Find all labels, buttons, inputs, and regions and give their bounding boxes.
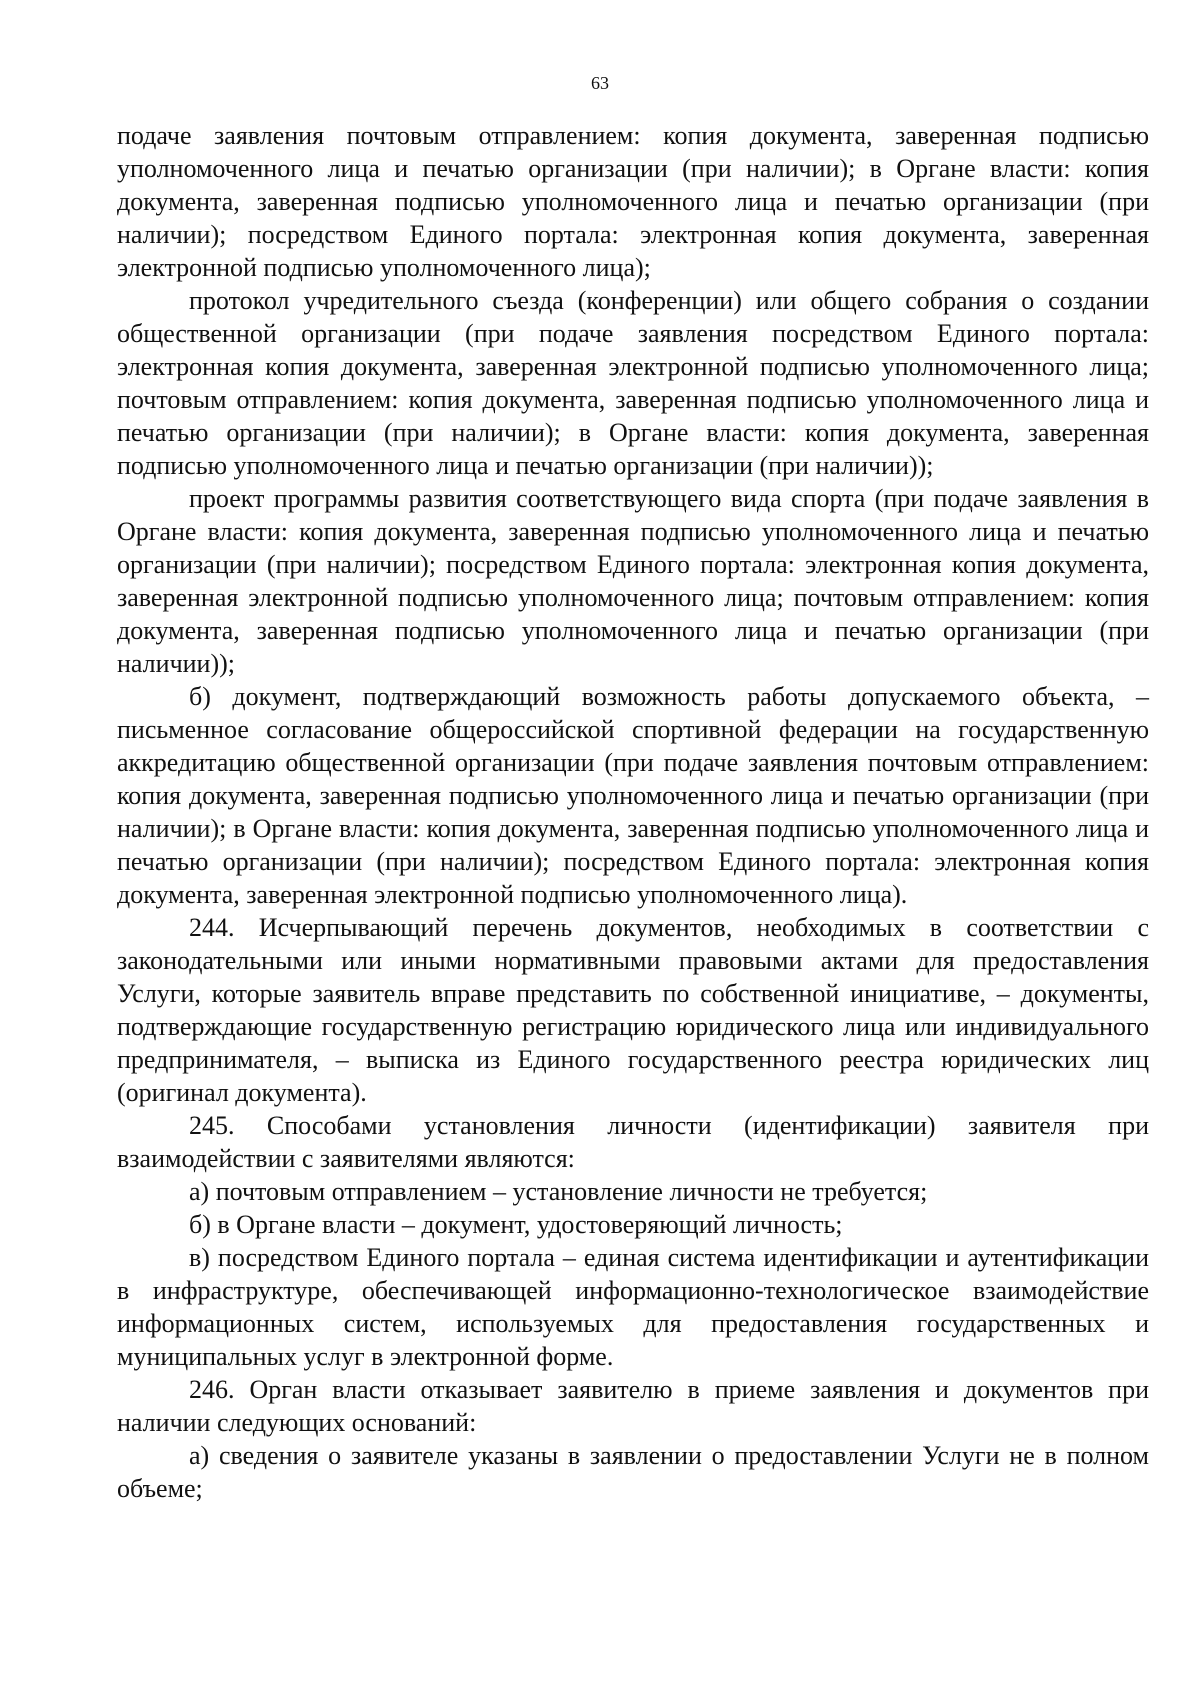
paragraph-245-item-c: в) посредством Единого портала – единая система идентификации и аутентификации в инфраструктуре, обеспечивающей информационно-технологическое взаимодействие информационных систем, используемых для предоставления государственных и муниципальных услуг в электронной форме. <box>117 1243 1149 1371</box>
paragraph-protocol: протокол учредительного съезда (конференции) или общего собрания о создании общественной организации (при подаче заявления посредством Единого портала: электронная копия документа, заверенная электронной подписью уполномоченного лица; почтовым отправлением: копия документа, заверенная подписью уполномоченного лица и печатью организации (при наличии); в Органе власти: копия документа, заверенная подписью уполномоченного лица и печатью организации (при наличии)); <box>117 286 1149 480</box>
page-number: 63 <box>591 73 609 93</box>
paragraph-244: 244. Исчерпывающий перечень документов, необходимых в соответствии с законодательными или иными нормативными правовыми актами для предоставления Услуги, которые заявитель вправе представить по собственной инициативе, – документы, подтверждающие государственную регистрацию юридического лица или индивидуального предпринимателя, – выписка из Единого государственного реестра юридических лиц (оригинал документа). <box>117 913 1149 1107</box>
paragraph-245-item-b: б) в Органе власти – документ, удостоверяющий личность; <box>189 1210 843 1239</box>
paragraph-continuation: подаче заявления почтовым отправлением: копия документа, заверенная подписью уполномоченного лица и печатью организации (при наличии); в Органе власти: копия документа, заверенная подписью уполномоченного лица и печатью организации (при наличии); посредством Единого портала: электронная копия документа, заверенная электронной подписью уполномоченного лица); <box>117 121 1149 282</box>
paragraph-245: 245. Способами установления личности (идентификации) заявителя при взаимодействии с заявителями являются: <box>117 1111 1149 1173</box>
paragraph-245-item-a: а) почтовым отправлением – установление личности не требуется; <box>189 1177 928 1206</box>
paragraph-program-project: проект программы развития соответствующего вида спорта (при подаче заявления в Органе власти: копия документа, заверенная подписью уполномоченного лица и печатью организации (при наличии); посредством Единого портала: электронная копия документа, заверенная электронной подписью уполномоченного лица; почтовым отправлением: копия документа, заверенная подписью уполномоченного лица и печатью организации (при наличии)); <box>117 484 1149 678</box>
paragraph-246-item-a: а) сведения о заявителе указаны в заявлении о предоставлении Услуги не в полном объеме; <box>117 1441 1149 1503</box>
paragraph-item-b-document: б) документ, подтверждающий возможность работы допускаемого объекта, – письменное согласование общероссийской спортивной федерации на государственную аккредитацию общественной организации (при подаче заявления почтовым отправлением: копия документа, заверенная подписью уполномоченного лица и печатью организации (при наличии); в Органе власти: копия документа, заверенная подписью уполномоченного лица и печатью организации (при наличии); посредством Единого портала: электронная копия документа, заверенная электронной подписью уполномоченного лица). <box>117 682 1149 909</box>
paragraph-246: 246. Орган власти отказывает заявителю в приеме заявления и документов при наличии следующих оснований: <box>117 1375 1149 1437</box>
document-body <box>117 119 1149 1505</box>
